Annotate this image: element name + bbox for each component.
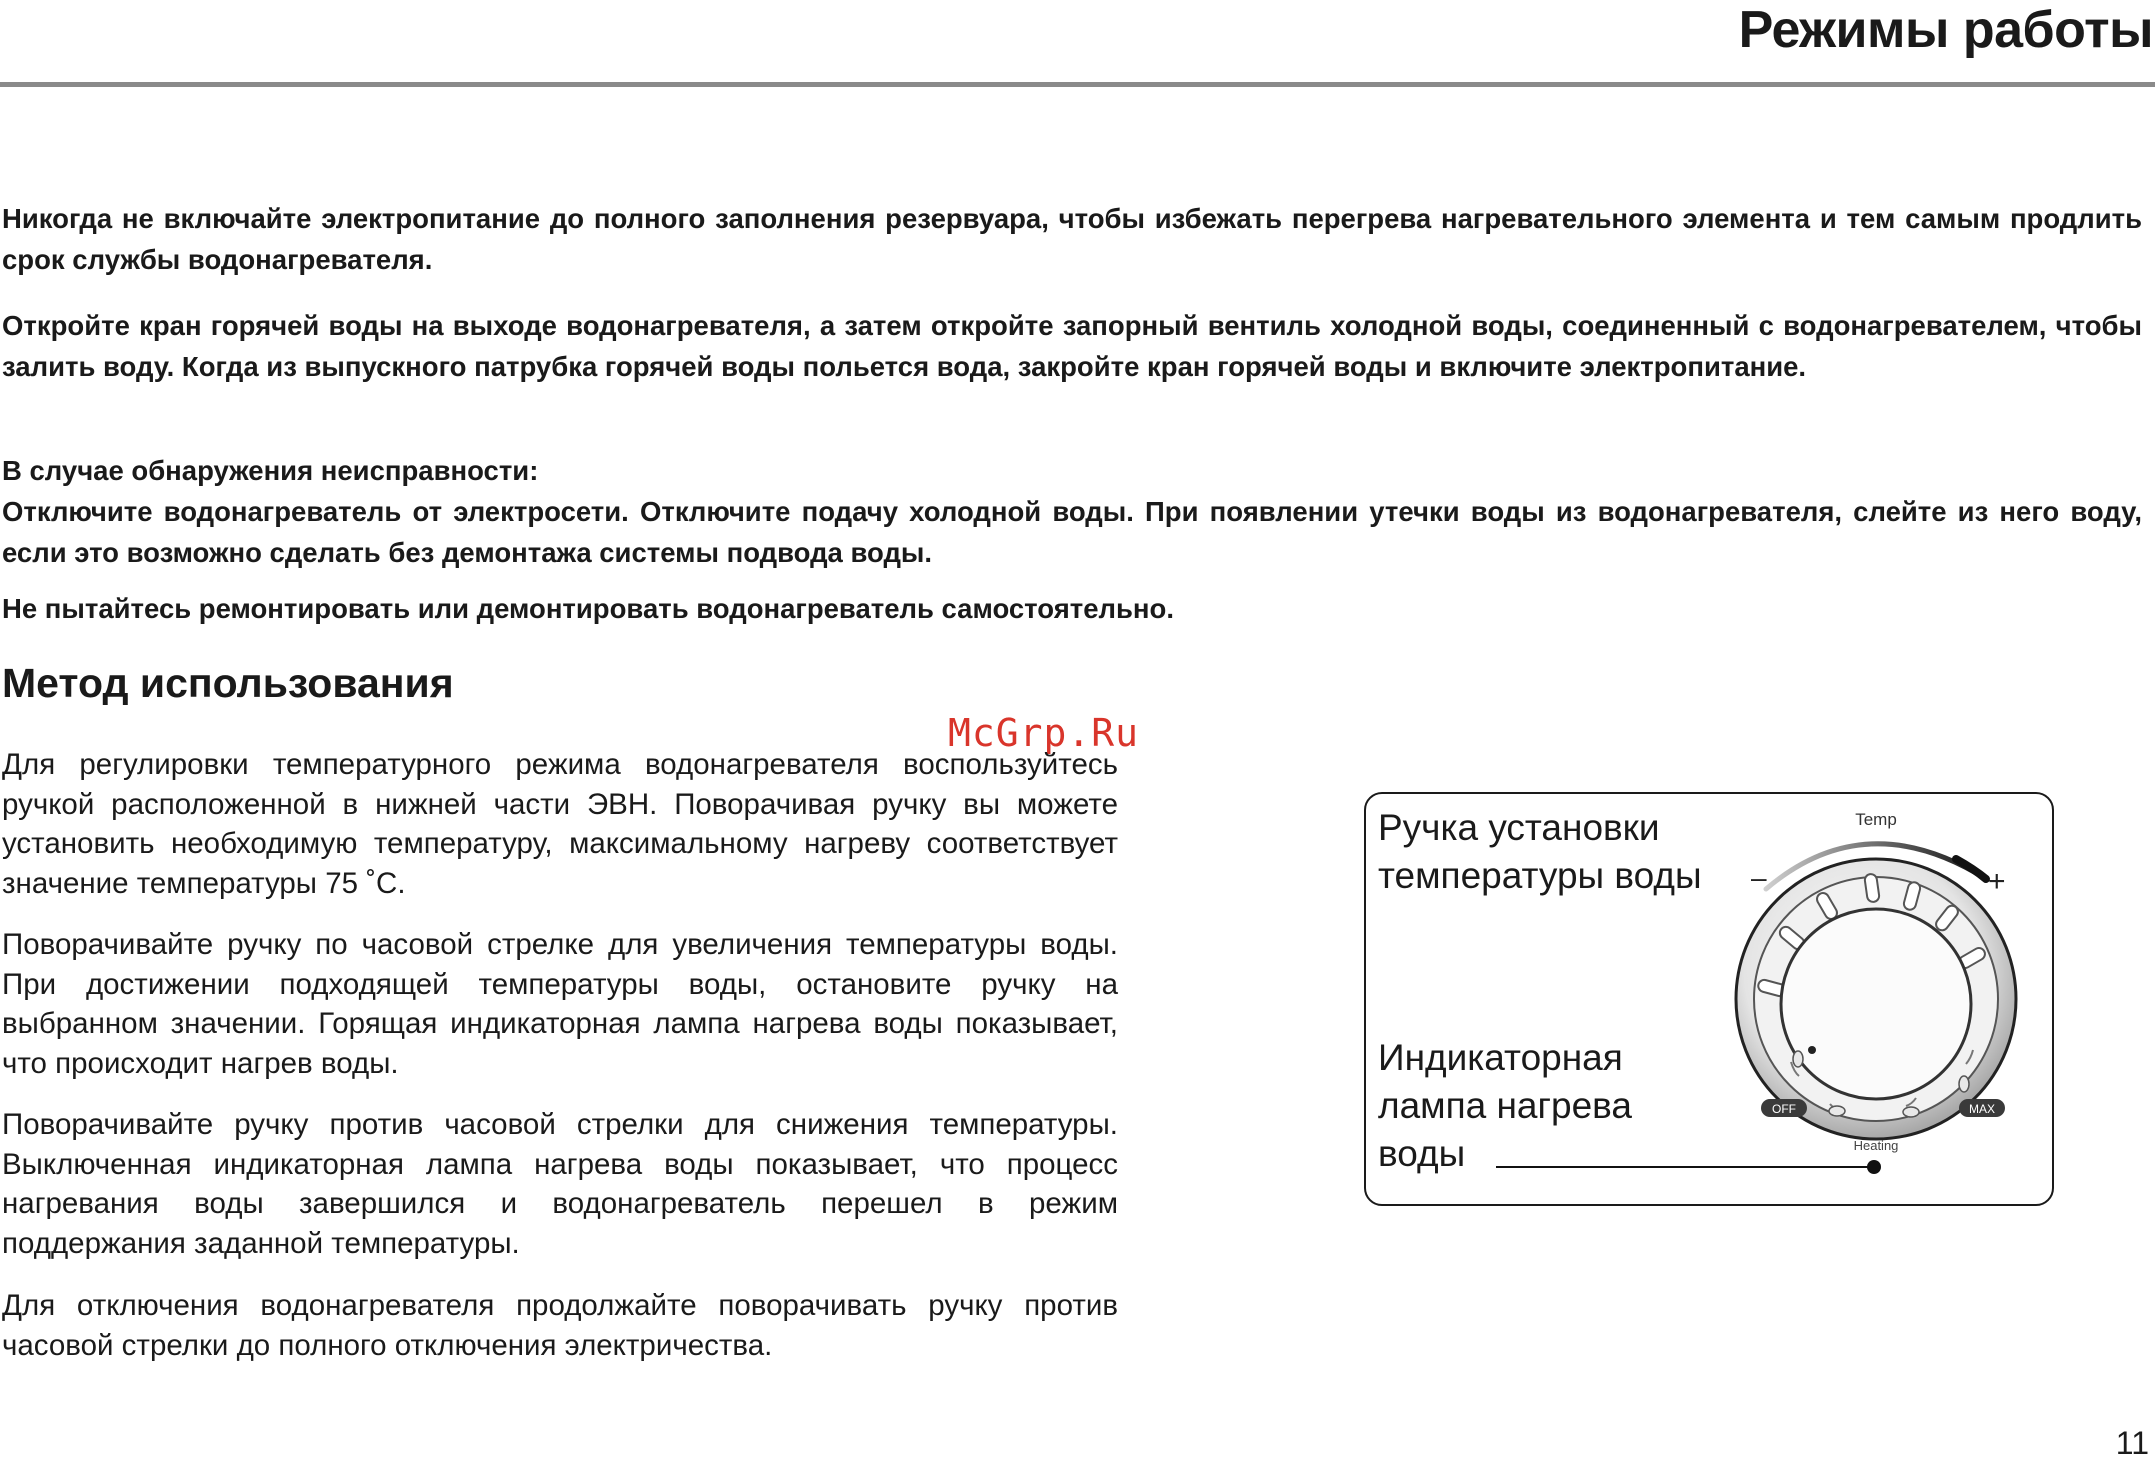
paragraph (2, 745, 1118, 903)
knob-face (1781, 909, 1971, 1099)
thermostat-diagram (1364, 792, 2054, 1206)
page-title: Режимы работы (1738, 1, 2153, 59)
plus-sign: + (1988, 865, 2006, 898)
paragraph-text: Для отключения водонагревателя продолжайте поворачивать ручку против часовой стрелки до полного отключения электричества. (2, 1289, 1118, 1362)
temperature-arc-max (1956, 859, 1986, 879)
warning-block-1 (2, 198, 2142, 280)
max-label: MAX (1968, 1102, 1996, 1116)
lamp-label-line: лампа нагрева (1378, 1085, 1632, 1126)
page-number: 11 (2115, 1425, 2149, 1461)
warning-text: Не пытайтесь ремонтировать или демонтировать водонагреватель самостоятельно. (2, 593, 1174, 624)
paragraph-text: Поворачивайте ручку против часовой стрелки для снижения температуры. Выключенная индикаторная лампа нагрева воды показывает, что процесс нагревания воды завершился и водонагреватель перешел в режим поддержания заданной температуры. (2, 1108, 1118, 1260)
warning-block-4 (2, 588, 2142, 629)
warning-block-2 (2, 305, 2142, 387)
fault-heading: В случае обнаружения неисправности: (2, 455, 539, 486)
knob-label-line: Ручка установки (1378, 807, 1660, 848)
heating-lamp (1867, 1160, 1881, 1174)
paragraph-text: Для регулировки температурного режима водонагревателя воспользуйтесь ручкой расположенной в нижней части ЭВН. Поворачивая ручку вы можете установить необходимую температуру, максимальному нагреву соответствует значение температуры 75 ˚С. (2, 748, 1118, 900)
warning-text: Откройте кран горячей воды на выходе водонагревателя, а затем откройте запорный вентиль холодной воды, соединенный с водонагревателем, чтобы залить воду. Когда из выпускного патрубка горячей воды польется вода, закройте кран горячей воды и включите электропитание. (2, 310, 2142, 382)
lamp-label-line: Индикаторная (1378, 1037, 1623, 1078)
paragraph (2, 1105, 1118, 1263)
off-label: OFF (1772, 1102, 1796, 1116)
lamp-label-line: воды (1378, 1133, 1466, 1174)
heating-label: Heating (1853, 1138, 1899, 1153)
warning-block-3 (2, 450, 2142, 573)
warning-text: Отключите водонагреватель от электросети. Отключите подачу холодной воды. При появлении утечки воды из водонагревателя, слейте из него воду, если это возможно сделать без демонтажа системы подвода воды. (2, 496, 2142, 568)
paragraph-text: Поворачивайте ручку по часовой стрелке для увеличения температуры воды. При достижении подходящей температуры воды, остановите ручку на выбранном значении. Горящая индикаторная лампа нагрева воды показывает, что происходит нагрев воды. (2, 928, 1118, 1080)
header-divider (0, 82, 2155, 87)
knob-illustration (1366, 794, 2052, 1204)
section-title: Метод использования (2, 660, 454, 706)
knob-label-line: температуры воды (1378, 855, 1702, 896)
paragraph (2, 925, 1118, 1083)
temp-label: Temp (1855, 810, 1897, 829)
watermark: McGrp.Ru (948, 711, 1140, 755)
minus-sign: – (1751, 862, 1767, 893)
paragraph (2, 1286, 1118, 1365)
warning-text: Никогда не включайте электропитание до полного заполнения резервуара, чтобы избежать перегрева нагревательного элемента и тем самым продлить срок службы водонагревателя. (2, 203, 2142, 275)
knob-indicator-dot (1808, 1046, 1816, 1054)
